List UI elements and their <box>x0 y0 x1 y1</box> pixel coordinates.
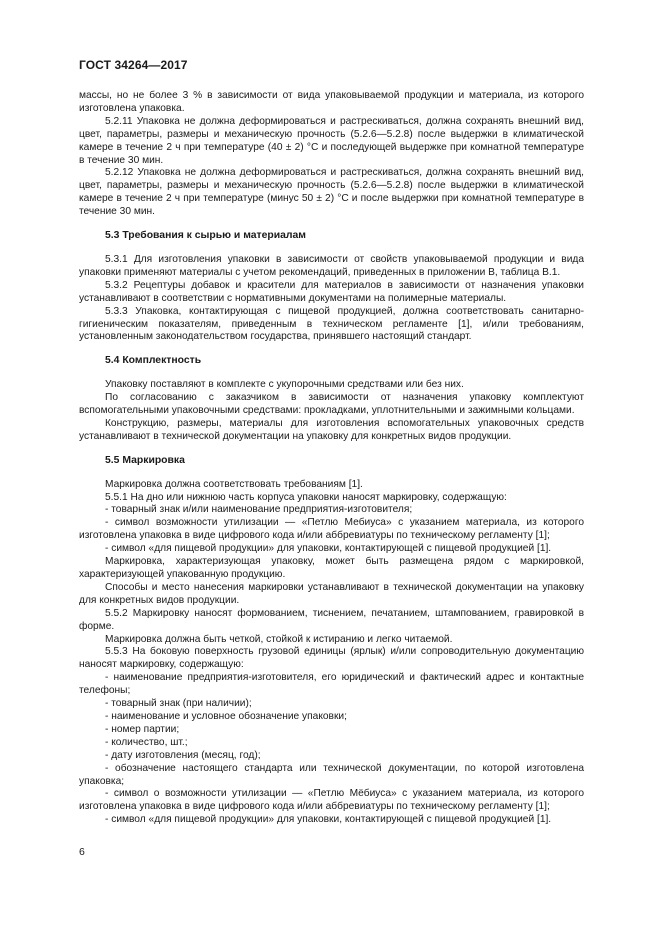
list-item: - наименование предприятия-изготовителя, его юридический и фактический адрес и контактные телефоны; <box>79 672 584 697</box>
list-item: - товарный знак и/или наименование предприятия-изготовителя; <box>105 504 413 516</box>
clause-5-3-1: 5.3.1 Для изготовления упаковки в зависимости от свойств упаковываемой продукции и вида упаковки применяют материалы с учетом рекомендаций, приведенных в приложении В, таблица В.1. <box>79 253 584 278</box>
section-heading-5-3: 5.3 Требования к сырью и материалам <box>105 230 306 242</box>
document-header: ГОСТ 34264—2017 <box>79 58 188 72</box>
paragraph: По согласованию с заказчиком в зависимости от назначения упаковку комплектуют вспомогательными упаковочными средствами: прокладками, уплотнительными и зажимными кольцами. <box>79 392 584 417</box>
list-item: - товарный знак (при наличии); <box>105 698 252 710</box>
clause-5-3-3: 5.3.3 Упаковка, контактирующая с пищевой продукцией, должна соответствовать санитарно-гигиеническим показателям, приведенным в техническом регламенте [1], и/или требованиям, установленным законодательством государства, принявшего настоящий стандарт. <box>79 305 584 343</box>
paragraph: Маркировка должна быть четкой, стойкой к истиранию и легко читаемой. <box>105 633 453 645</box>
clause-5-5-2: 5.5.2 Маркировку наносят формованием, тиснением, печатанием, штампованием, гравировкой в форме. <box>79 607 584 632</box>
page-number: 6 <box>79 846 85 858</box>
list-item: - символ о возможности утилизации — «Петлю Мёбиуса» с указанием материала, из которого изготовлена упаковка в виде цифрового кода и/или аббревиатуры по техническому регламенту [1]; <box>79 788 584 813</box>
list-item: - символ «для пищевой продукции» для упаковки, контактирующей с пищевой продукцией [1]. <box>105 543 552 555</box>
paragraph: Маркировка, характеризующая упаковку, может быть размещена рядом с маркировкой, характеризующей упакованную продукцию. <box>79 556 584 580</box>
list-item: - дату изготовления (месяц, год); <box>105 749 261 761</box>
clause-5-5-3: 5.5.3 На боковую поверхность грузовой единицы (ярлык) и/или сопроводительную документацию наносят маркировку, содержащую: <box>79 646 584 671</box>
list-item: - номер партии; <box>105 723 180 735</box>
list-item: - символ возможности утилизации — «Петлю Мебиуса» с указанием материала, из которого изготовлена упаковка в виде цифрового кода и/или аббревиатуры по техническому регламенту [1]; <box>79 517 584 542</box>
list-item: - обозначение настоящего стандарта или технической документации, по которой изготовлена упаковка; <box>79 762 584 787</box>
document-body <box>79 90 584 827</box>
paragraph: Маркировка должна соответствовать требованиям [1]. <box>105 478 363 490</box>
list-item: - наименование и условное обозначение упаковки; <box>105 710 347 722</box>
paragraph: массы, но не более 3 % в зависимости от вида упаковываемой продукции и материала, из которого изготовлена упаковка. <box>79 90 584 114</box>
clause-5-3-2: 5.3.2 Рецептуры добавок и красители для материалов в зависимости от назначения упаковки устанавливают в соответствии с нормативными документами на полимерные материалы. <box>79 279 584 304</box>
paragraph: Упаковку поставляют в комплекте с укупорочными средствами или без них. <box>105 379 464 391</box>
paragraph: Конструкцию, размеры, материалы для изготовления вспомогательных упаковочных средств устанавливают в технической документации на упаковку для конкретных видов продукции. <box>79 417 584 442</box>
list-item: - количество, шт.; <box>105 736 188 748</box>
clause-5-5-1: 5.5.1 На дно или нижнюю часть корпуса упаковки наносят маркировку, содержащую: <box>105 491 507 503</box>
clause-5-2-12: 5.2.12 Упаковка не должна деформироваться и растрескиваться, должна сохранять внешний вид, цвет, параметры, размеры и механическую прочность (5.2.6—5.2.8) после выдержки в климатической камере в течение 2 ч при температуре (минус 50 ± 2) °С и после выдержки при комнатной температуре в течение 30 мин. <box>79 167 584 218</box>
section-heading-5-5: 5.5 Маркировка <box>105 454 185 466</box>
paragraph: Способы и место нанесения маркировки устанавливают в технической документации на упаковку для конкретных видов продукции. <box>79 581 584 606</box>
clause-5-2-11: 5.2.11 Упаковка не должна деформироваться и растрескиваться, должна сохранять внешний вид, цвет, параметры, размеры и механическую прочность (5.2.6—5.2.8) после выдержки в климатической камере в течение 2 ч при температуре (40 ± 2) °С и последующей выдержке при комнатной температуре в течение 30 мин. <box>79 115 584 166</box>
list-item: - символ «для пищевой продукции» для упаковки, контактирующей с пищевой продукцией [1]. <box>105 814 552 826</box>
section-heading-5-4: 5.4 Комплектность <box>105 355 202 367</box>
